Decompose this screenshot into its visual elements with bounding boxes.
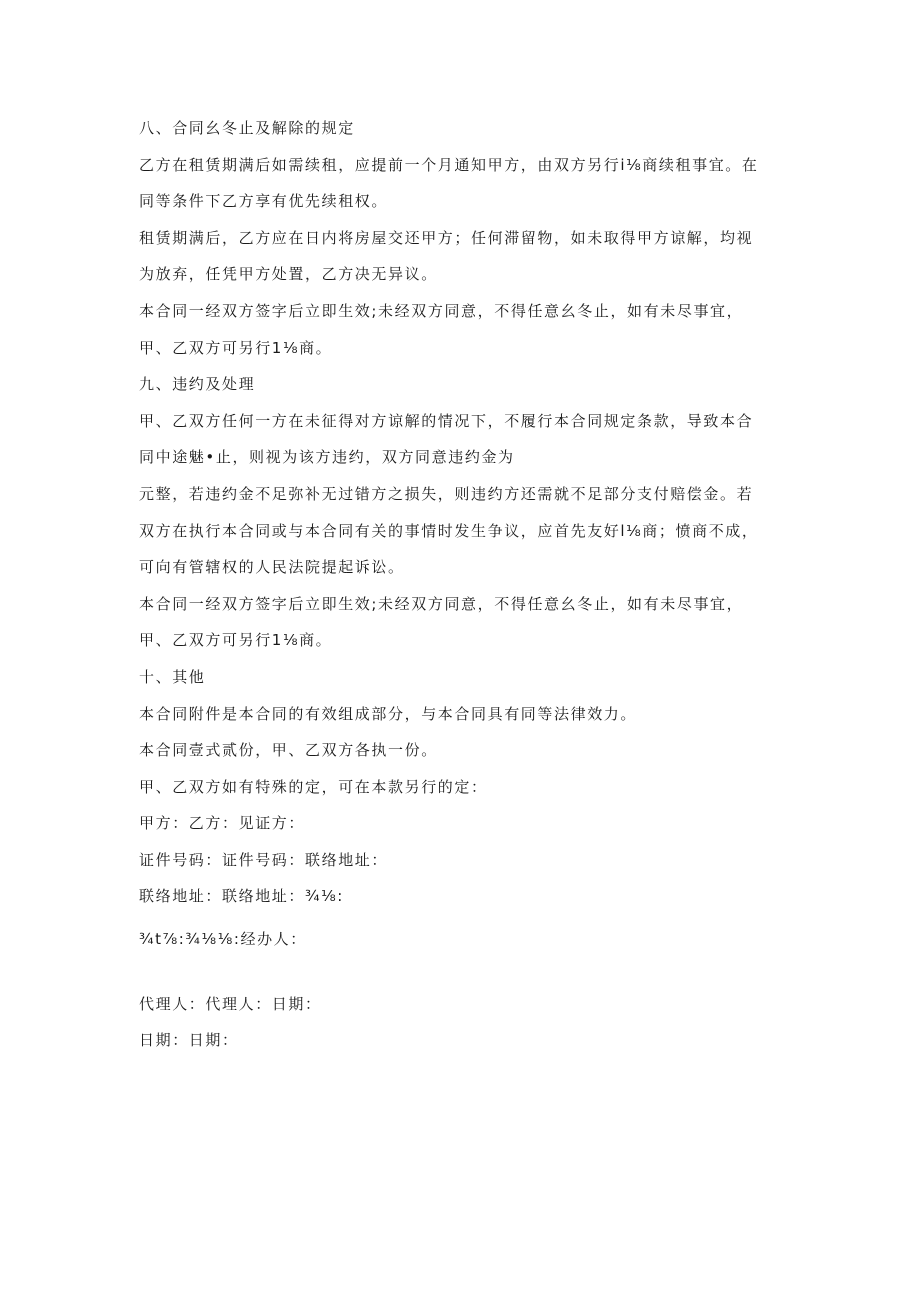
signature-line: 日期：日期：: [139, 1031, 239, 1050]
paragraph-line: 本合同壹式贰份，甲、乙双方各执一份。: [139, 741, 438, 760]
paragraph-line: 同中途魅•止，则视为该方违约，双方同意违约金为: [139, 448, 515, 467]
paragraph-line: 乙方在租赁期满后如需续租，应提前一个月通知甲方，由双方另行i⅛商续租事宜。在: [139, 155, 759, 174]
paragraph-line: 同等条件下乙方享有优先续租权。: [139, 192, 389, 211]
signature-line: 联络地址：联络地址：¾⅛:: [139, 887, 344, 906]
section-heading-10: 十、其他: [139, 667, 206, 686]
paragraph-line: 元整，若违约金不足弥补无过错方之损失，则违约方还需就不足部分支付赔偿金。若: [139, 484, 754, 503]
signature-line: 甲方：乙方：见证方：: [139, 814, 306, 833]
paragraph-line: 甲、乙双方任何一方在未征得对方谅解的情况下，不履行本合同规定条款，导致本合: [139, 411, 754, 430]
signature-line: 证件号码：证件号码：联络地址：: [139, 850, 389, 869]
paragraph-line: 甲、乙双方如有特殊的定，可在本款另行的定：: [139, 777, 488, 796]
paragraph-line: 甲、乙双方可另行1⅛商。: [139, 338, 333, 357]
signature-line: 代理人：代理人：日期：: [139, 994, 322, 1013]
paragraph-line: 可向有管辖权的人民法院提起诉讼。: [139, 558, 405, 577]
paragraph-line: 双方在执行本合同或与本合同有关的事情时发生争议，应首先友好l⅛商；愤商不成，: [139, 521, 759, 540]
paragraph-line: 本合同一经双方签字后立即生效;未经双方同意，不得任意幺冬止，如有未尽事宜，: [139, 301, 744, 320]
signature-line: ¾t⅞:¾⅛⅛:经办人：: [139, 930, 307, 949]
paragraph-line: 租赁期满后，乙方应在日内将房屋交还甲方；任何滞留物，如未取得甲方谅解，均视: [139, 228, 754, 247]
paragraph-line: 本合同附件是本合同的有效组成部分，与本合同具有同等法律效力。: [139, 704, 638, 723]
paragraph-line: 为放弃，任凭甲方处置，乙方决无异议。: [139, 265, 438, 284]
section-heading-8: 八、合同幺冬止及解除的规定: [139, 119, 355, 137]
section-heading-9: 九、违约及处理: [139, 375, 256, 394]
document-body: [139, 115, 779, 1064]
paragraph-line: 本合同一经双方签字后立即生效;未经双方同意，不得任意幺冬止，如有未尽事宜，: [139, 594, 744, 613]
paragraph-line: 甲、乙双方可另行1⅛商。: [139, 631, 333, 650]
